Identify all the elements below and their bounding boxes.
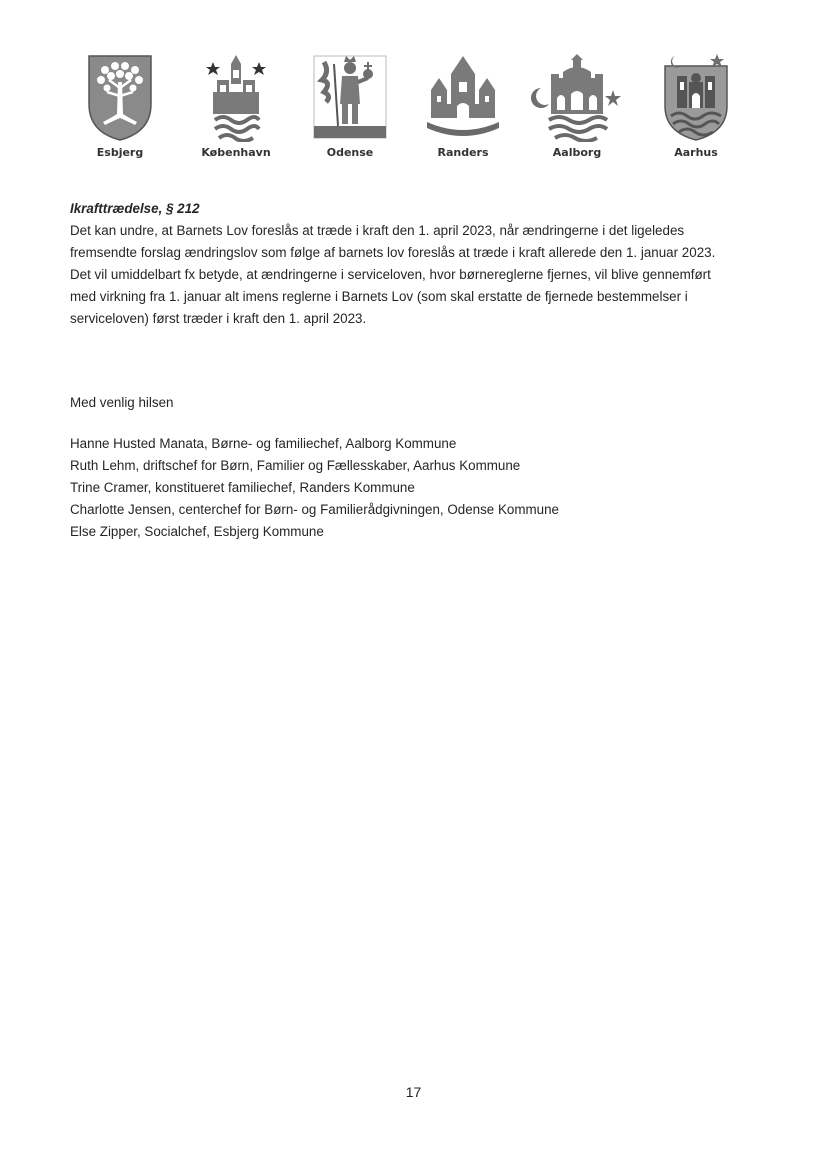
randers-crest-icon xyxy=(423,52,503,142)
section-paragraph: Det kan undre, at Barnets Lov foreslås at træde i kraft den 1. april 2023, når ændringerne i det ligeledes fremsendte forslag ændringslov som følge af barnets lov foreslås at træde i kraft allerede den 1. januar 2023. Det vil umiddelbart fx betyde, at ændringerne i serviceloven, hvor børnereglerne fjernes, vil blive gennemført med virkning fra 1. januar alt imens reglerne i Barnets Lov (som skal erstatte de fjernede bestemmelser i serviceloven) først træder i kraft den 1. april 2023. xyxy=(70,223,716,326)
esbjerg-crest-icon xyxy=(85,52,155,142)
crest-label-odense: Odense xyxy=(326,146,374,159)
crest-label-koebenhavn: København xyxy=(201,146,271,159)
signer-line: Charlotte Jensen, centerchef for Børn- og Familierådgivningen, Odense Kommune xyxy=(70,502,560,517)
crest-odense xyxy=(300,52,400,159)
koebenhavn-crest-icon xyxy=(201,52,271,142)
crest-label-aarhus: Aarhus xyxy=(674,146,718,159)
crest-esbjerg xyxy=(70,52,170,159)
crest-label-randers: Randers xyxy=(437,146,489,159)
closing-greeting: Med venlig hilsen xyxy=(70,395,174,410)
crest-aarhus xyxy=(646,52,746,159)
section-body xyxy=(70,198,730,330)
crest-randers xyxy=(413,52,513,159)
signer-line: Else Zipper, Socialchef, Esbjerg Kommune xyxy=(70,524,324,539)
section-heading: Ikrafttrædelse, § 212 xyxy=(70,201,200,216)
crest-aalborg xyxy=(527,52,627,159)
crest-label-esbjerg: Esbjerg xyxy=(96,146,144,159)
signer-list xyxy=(70,433,559,543)
odense-crest-icon xyxy=(310,52,390,142)
page-number: 17 xyxy=(405,1084,422,1100)
signer-line: Trine Cramer, konstitueret familiechef, Randers Kommune xyxy=(70,480,415,495)
crest-koebenhavn xyxy=(186,52,286,159)
aarhus-crest-icon xyxy=(661,52,731,142)
signer-line: Hanne Husted Manata, Børne- og familiechef, Aalborg Kommune xyxy=(70,436,457,451)
crest-label-aalborg: Aalborg xyxy=(552,146,602,159)
municipality-crests xyxy=(84,52,744,167)
signer-line: Ruth Lehm, driftschef for Børn, Familier og Fællesskaber, Aarhus Kommune xyxy=(70,458,521,473)
aalborg-crest-icon xyxy=(527,52,627,142)
